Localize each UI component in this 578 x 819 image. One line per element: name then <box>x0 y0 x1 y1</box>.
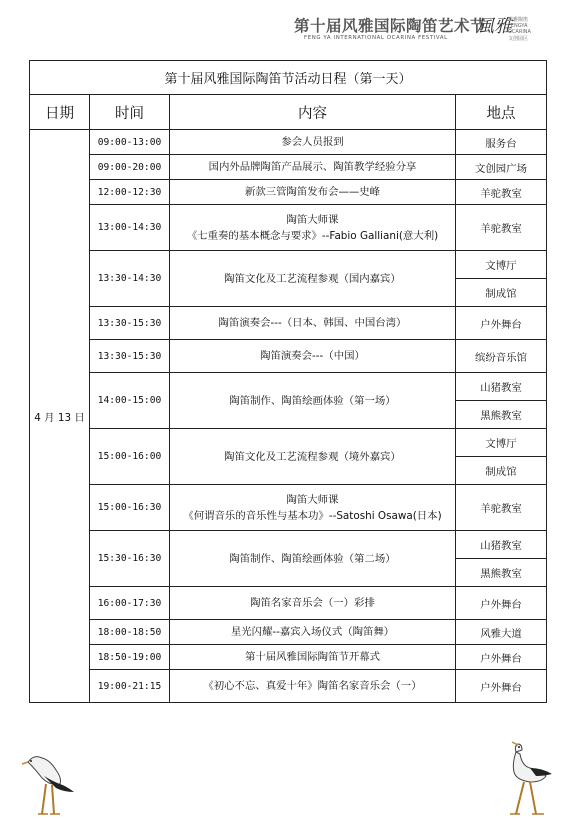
content-cell <box>170 620 456 645</box>
content-cell <box>170 485 456 531</box>
place-cell: 户外舞台 <box>456 307 547 340</box>
place-cell: 羊驼教室 <box>456 485 547 531</box>
table-row <box>30 620 547 645</box>
place-cell: 山猪教室 <box>456 531 547 559</box>
place-cell: 缤纷音乐馆 <box>456 340 547 373</box>
place-cell: 制成馆 <box>456 457 547 485</box>
time-cell: 09:00-13:00 <box>90 130 170 155</box>
content-cell <box>170 373 456 429</box>
table-row <box>30 251 547 279</box>
content-line: 陶笛演奏会---（日本、韩国、中国台湾） <box>218 317 407 329</box>
content-line: 《何谓音乐的音乐性与基本功》--Satoshi Osawa(日本) <box>183 509 442 522</box>
place-cell: 文博厅 <box>456 429 547 457</box>
table-row <box>30 485 547 531</box>
table-row <box>30 205 547 251</box>
festival-title: 第十届风雅国际陶笛艺术节 <box>294 17 487 35</box>
fengya-logo <box>476 12 536 46</box>
content-line: 《初心不忘、真爱十年》陶笛名家音乐会（一） <box>203 680 422 692</box>
table-row <box>30 130 547 155</box>
content-line: 陶笛演奏会---（中国） <box>260 350 365 362</box>
content-cell <box>170 645 456 670</box>
place-cell: 文博厅 <box>456 251 547 279</box>
content-line: 星光闪耀--嘉宾入场仪式（陶笛舞） <box>230 626 395 638</box>
content-line: 陶笛制作、陶笛绘画体验（第一场） <box>229 394 396 407</box>
content-cell <box>170 429 456 485</box>
logo-text-2: FENGYA <box>508 23 528 29</box>
place-cell: 户外舞台 <box>456 645 547 670</box>
time-cell: 19:00-21:15 <box>90 670 170 703</box>
place-cell: 服务台 <box>456 130 547 155</box>
schedule-table <box>29 60 547 703</box>
place-cell: 黑熊教室 <box>456 401 547 429</box>
content-cell <box>170 251 456 307</box>
content-line: 陶笛文化及工艺流程参观（国内嘉宾） <box>224 272 401 285</box>
content-line: 陶笛名家音乐会（一）彩排 <box>250 597 375 609</box>
crane-illustration-right <box>486 740 556 818</box>
content-line: 新款三管陶笛发布会——史峰 <box>244 186 381 198</box>
table-row <box>30 645 547 670</box>
place-cell: 文创园广场 <box>456 155 547 180</box>
place-cell: 羊驼教室 <box>456 180 547 205</box>
time-cell: 14:00-15:00 <box>90 373 170 429</box>
time-cell: 12:00-12:30 <box>90 180 170 205</box>
time-cell: 15:30-16:30 <box>90 531 170 587</box>
logo-text-4: 文创园区 <box>508 36 529 42</box>
column-header-place: 地点 <box>456 95 547 130</box>
logo-script: 風雅 <box>476 16 512 37</box>
content-cell <box>170 130 456 155</box>
table-caption: 第十届风雅国际陶笛节活动日程（第一天） <box>30 61 547 95</box>
content-line: 参会人员报到 <box>281 136 344 148</box>
place-cell: 户外舞台 <box>456 670 547 703</box>
festival-subtitle: FENG YA INTERNATIONAL OCARINA FESTIVAL <box>304 35 448 41</box>
table-row <box>30 155 547 180</box>
time-cell: 15:00-16:30 <box>90 485 170 531</box>
content-cell <box>170 531 456 587</box>
logo-text-1: 風雅陶笛 <box>508 17 529 23</box>
content-line: 陶笛大师课 <box>286 493 339 506</box>
time-cell: 18:50-19:00 <box>90 645 170 670</box>
content-line: 《七重奏的基本概念与要求》--Fabio Galliani(意大利) <box>186 229 439 242</box>
table-row <box>30 429 547 457</box>
content-line: 陶笛制作、陶笛绘画体验（第二场） <box>229 552 396 565</box>
content-cell <box>170 670 456 703</box>
table-row <box>30 307 547 340</box>
content-line: 陶笛文化及工艺流程参观（境外嘉宾） <box>224 450 401 463</box>
column-header-date: 日期 <box>30 95 90 130</box>
column-header-time: 时间 <box>90 95 170 130</box>
content-line: 国内外品牌陶笛产品展示、陶笛教学经验分享 <box>208 161 417 173</box>
place-cell: 山猪教室 <box>456 373 547 401</box>
content-cell <box>170 340 456 373</box>
logo-text-3: OCARINA <box>508 29 531 35</box>
place-cell: 风雅大道 <box>456 620 547 645</box>
content-cell <box>170 205 456 251</box>
place-cell: 制成馆 <box>456 279 547 307</box>
table-row <box>30 670 547 703</box>
content-line: 陶笛大师课 <box>286 213 339 226</box>
table-row <box>30 373 547 401</box>
table-row <box>30 531 547 559</box>
time-cell: 18:00-18:50 <box>90 620 170 645</box>
time-cell: 15:00-16:00 <box>90 429 170 485</box>
table-row <box>30 340 547 373</box>
time-cell: 13:30-15:30 <box>90 340 170 373</box>
page-header <box>0 0 578 50</box>
place-cell: 羊驼教室 <box>456 205 547 251</box>
content-cell <box>170 587 456 620</box>
crane-illustration-left <box>20 748 80 818</box>
content-cell <box>170 180 456 205</box>
place-cell: 户外舞台 <box>456 587 547 620</box>
column-header-content: 内容 <box>170 95 456 130</box>
time-cell: 13:30-15:30 <box>90 307 170 340</box>
place-cell: 黑熊教室 <box>456 559 547 587</box>
time-cell: 13:00-14:30 <box>90 205 170 251</box>
content-line: 第十届风雅国际陶笛节开幕式 <box>244 651 381 663</box>
content-cell <box>170 155 456 180</box>
time-cell: 16:00-17:30 <box>90 587 170 620</box>
table-row <box>30 180 547 205</box>
time-cell: 13:30-14:30 <box>90 251 170 307</box>
time-cell: 09:00-20:00 <box>90 155 170 180</box>
table-row <box>30 587 547 620</box>
date-cell: 4 月 13 日 <box>30 130 90 703</box>
content-cell <box>170 307 456 340</box>
